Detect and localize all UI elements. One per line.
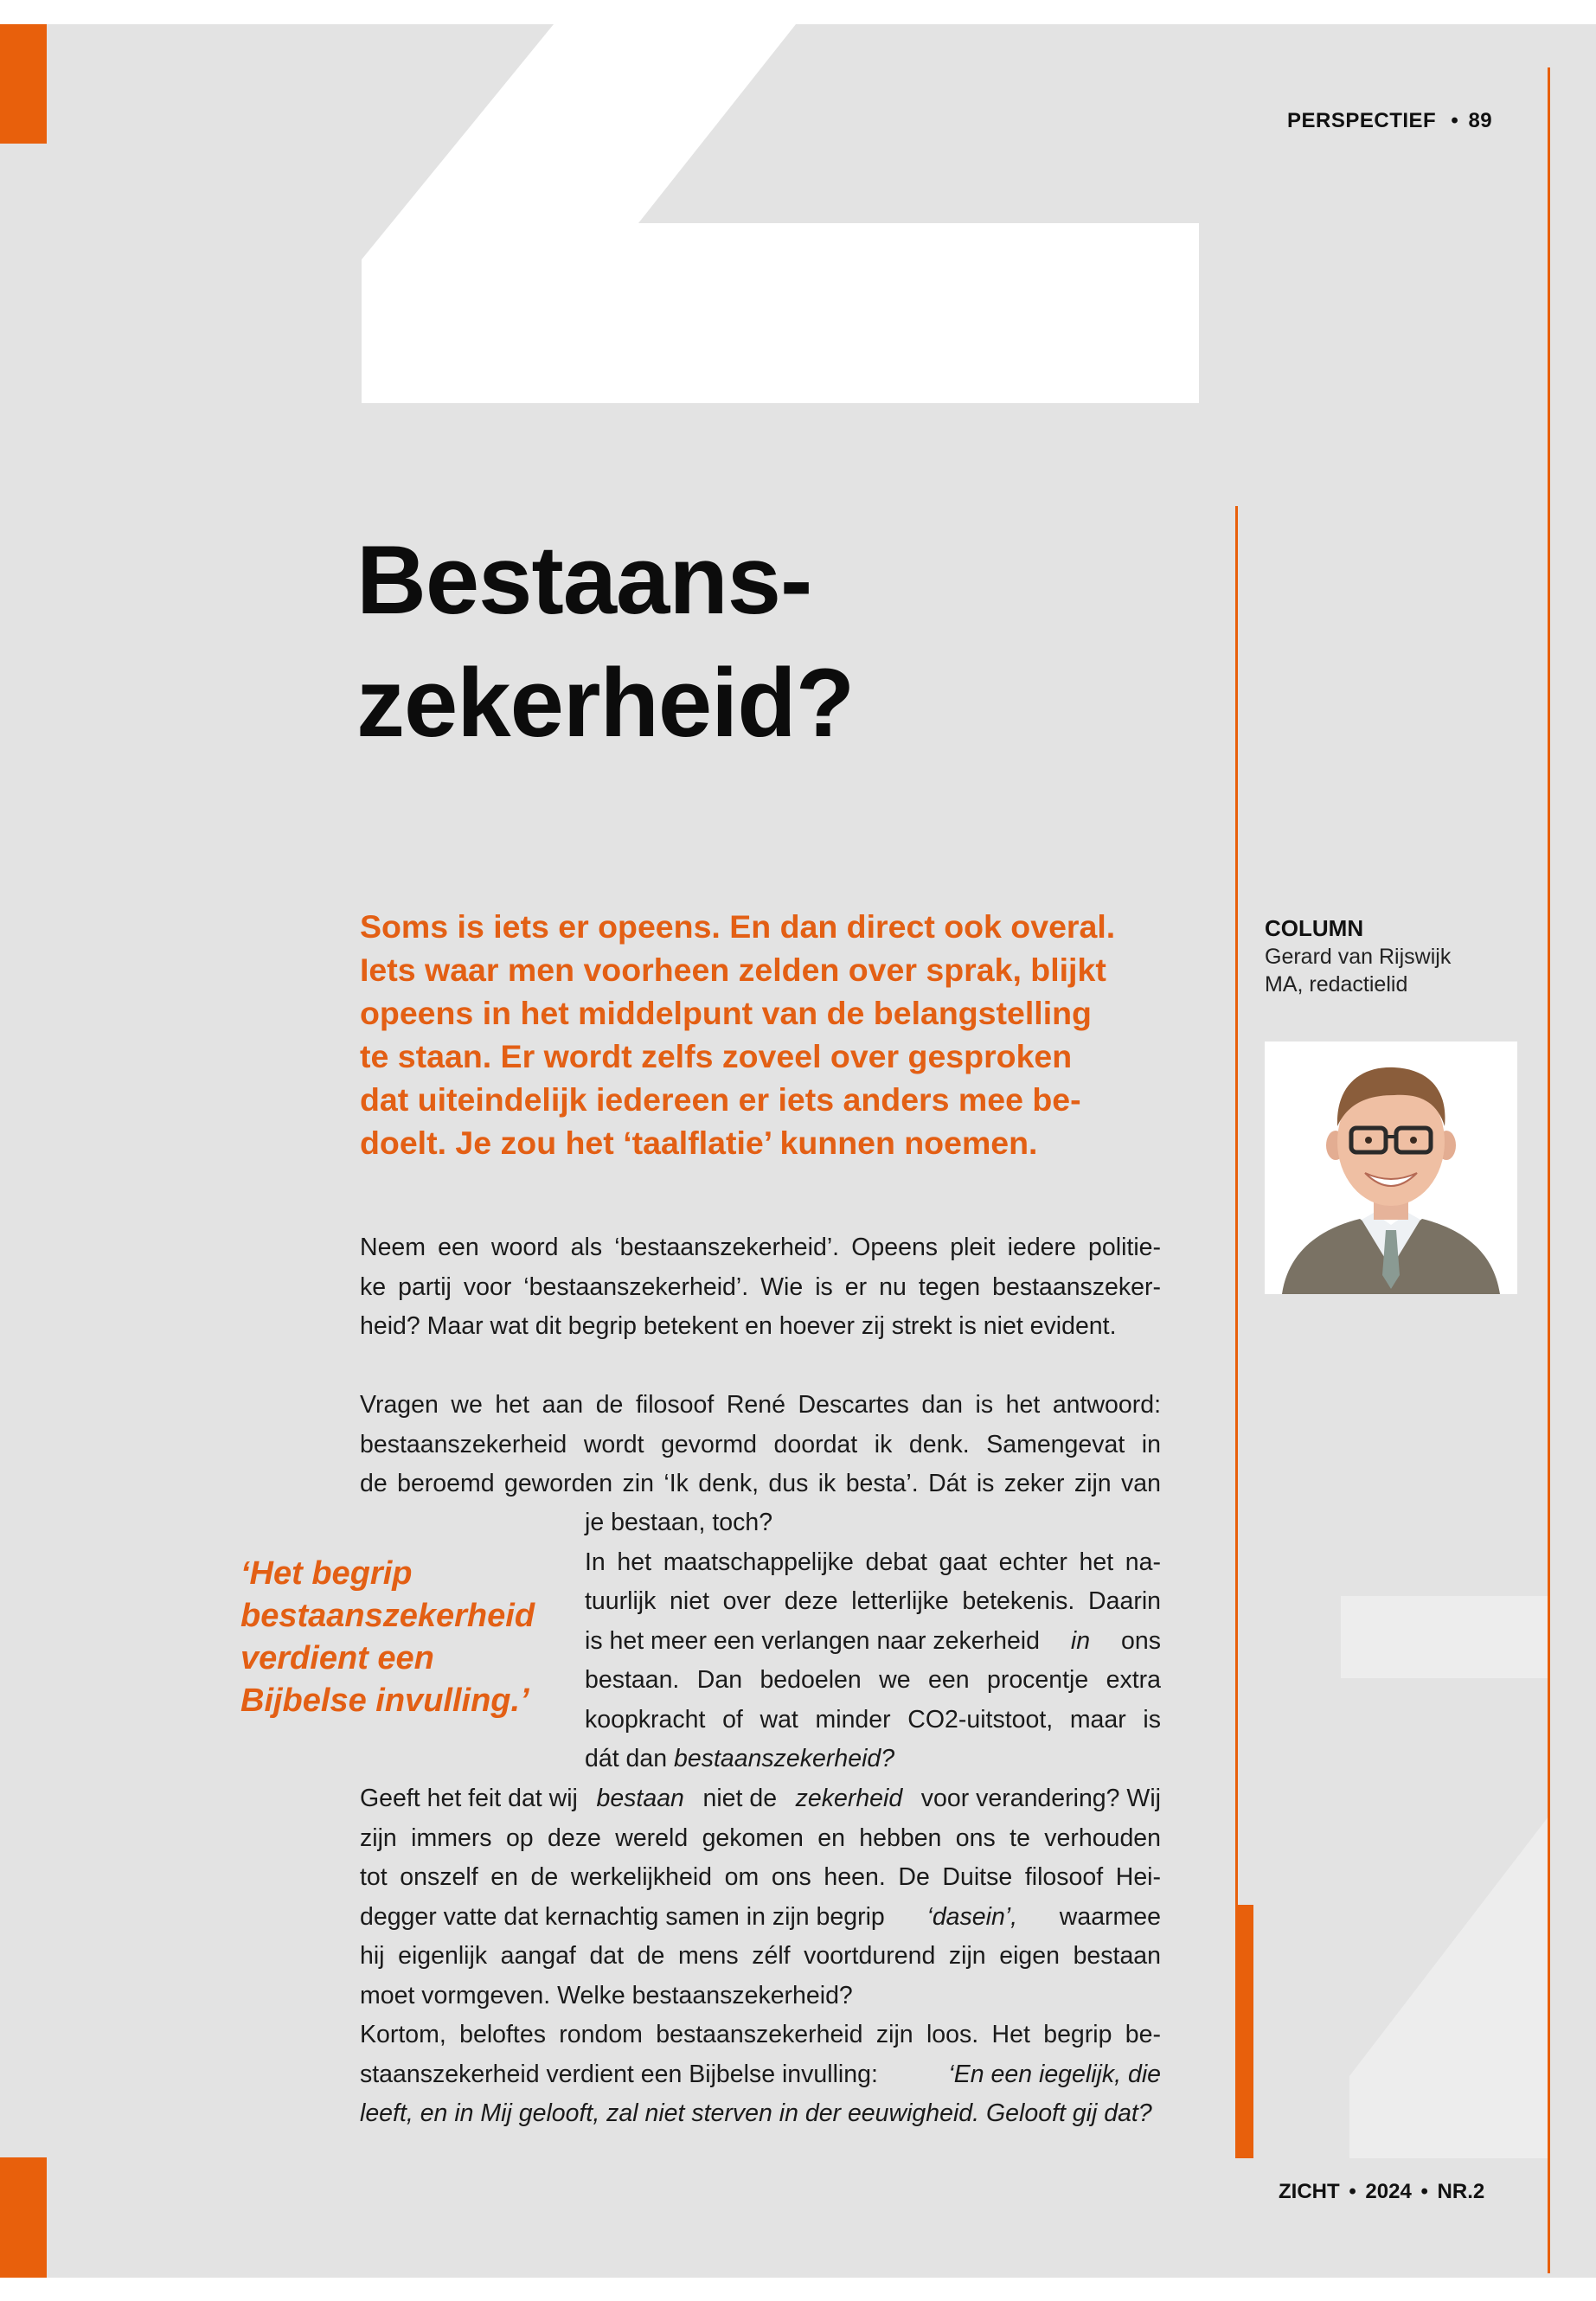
lead-line: dat uiteindelijk iedereen er iets anders mee be- [360, 1081, 1081, 1118]
author-name: Gerard van Rijswijk [1265, 945, 1452, 969]
body-paragraph-1 [360, 1228, 1161, 1347]
body-line: tot onszelf en de werkelijkheid om ons heen. De Duitse filosoof Hei- [360, 1863, 1161, 1891]
accent-bar-top-left [0, 24, 47, 144]
body-text-italic: ‘En een iegelijk, die [948, 2060, 1161, 2088]
issue-number: NR.2 [1437, 2180, 1485, 2203]
body-paragraph-3 [360, 1779, 1161, 2016]
body-line: koopkracht of wat minder CO2-uitstoot, maar is [585, 1705, 1161, 1734]
body-text: dát dan [585, 1745, 668, 1772]
body-text-italic: in [1070, 1626, 1091, 1655]
body-line [360, 2055, 1161, 2095]
pull-quote [240, 1553, 535, 1722]
author-portrait-photo [1265, 1042, 1517, 1294]
body-line-italic: leeft, en in Mij gelooft, zal niet sterven in der eeuwigheid. Gelooft gij dat? [360, 2099, 1152, 2127]
body-line: de beroemd geworden zin ‘Ik denk, dus ik besta’. Dát is zeker zijn van [360, 1470, 1161, 1497]
page-header [1287, 109, 1492, 133]
body-text-italic: ‘dasein’, [926, 1902, 1018, 1931]
issue-year: 2024 [1365, 2180, 1412, 2203]
column-label: COLUMN [1265, 915, 1364, 941]
lead-line: te staan. Er wordt zelfs zoveel over gesproken [360, 1038, 1073, 1074]
body-text-italic: bestaan [596, 1785, 684, 1812]
body-line [360, 1779, 1161, 1819]
accent-bar-bottom-left [0, 2157, 47, 2278]
body-paragraph-4 [360, 2016, 1161, 2134]
body-line: bestaanszekerheid wordt gevormd doordat ik denk. Samengevat in [360, 1430, 1161, 1458]
lead-line: opeens in het middelpunt van de belangstelling [360, 995, 1092, 1031]
lead-line: doelt. Je zou het ‘taalflatie’ kunnen noemen. [360, 1125, 1038, 1161]
title-line-2: zekerheid? [356, 649, 855, 757]
article-title [356, 519, 854, 765]
section-name: PERSPECTIEF [1287, 109, 1437, 132]
body-line: In het maatschappelijke debat gaat echter het na- [585, 1548, 1161, 1576]
pull-quote-line: ‘Het begrip [240, 1555, 413, 1592]
body-text: degger vatte dat kernachtig samen in zijn begrip [360, 1902, 885, 1931]
column-author [1265, 943, 1451, 998]
header-separator: • [1451, 109, 1459, 132]
accent-block-mid [1235, 1905, 1253, 2158]
footer-separator: • [1420, 2180, 1428, 2203]
pull-quote-line: Bijbelse invulling.’ [240, 1682, 529, 1719]
body-line: bestaan. Dan bedoelen we een procentje extra [585, 1666, 1161, 1694]
page-footer [1279, 2180, 1484, 2204]
body-paragraph-2-narrow [585, 1503, 1161, 1779]
body-text: is het meer een verlangen naar zekerheid [585, 1626, 1040, 1655]
title-line-1: Bestaans- [356, 526, 812, 634]
body-line [360, 1898, 1161, 1938]
body-text: waarmee [1059, 1902, 1161, 1931]
lead-line: Soms is iets er opeens. En dan direct ook overal. [360, 908, 1116, 945]
body-line: zijn immers op deze wereld gekomen en hebben ons te verhouden [360, 1823, 1161, 1852]
body-text: staanszekerheid verdient een Bijbelse invulling: [360, 2060, 878, 2088]
pull-quote-line: bestaanszekerheid [240, 1598, 535, 1634]
body-line: ke partij voor ‘bestaanszekerheid’. Wie is er nu tegen bestaanszeker- [360, 1272, 1161, 1301]
vertical-rule-right [1548, 67, 1550, 2273]
body-line [585, 1622, 1161, 1662]
body-text-italic: bestaanszekerheid? [674, 1745, 895, 1772]
author-role: MA, redactielid [1265, 972, 1408, 997]
body-line: je bestaan, toch? [585, 1509, 773, 1536]
body-text: niet de [702, 1785, 778, 1812]
page-number: 89 [1468, 109, 1493, 132]
pull-quote-line: verdient een [240, 1640, 434, 1676]
body-text: voor verandering? Wij [920, 1785, 1161, 1812]
magazine-name: ZICHT [1279, 2180, 1340, 2203]
body-line: moet vormgeven. Welke bestaanszekerheid? [360, 1981, 853, 2009]
body-text: ons [1121, 1626, 1161, 1655]
body-paragraph-2 [360, 1386, 1161, 1504]
body-line: Neem een woord als ‘bestaanszekerheid’. Opeens pleit iedere politie- [360, 1234, 1161, 1261]
body-line: hij eigenlijk aangaf dat de mens zélf voortdurend zijn eigen bestaan [360, 1942, 1161, 1970]
lead-line: Iets waar men voorheen zelden over sprak, blijkt [360, 952, 1106, 988]
body-line: tuurlijk niet over deze letterlijke betekenis. Daarin [585, 1587, 1161, 1615]
body-line: Kortom, beloftes rondom bestaanszekerheid zijn loos. Het begrip be- [360, 2021, 1161, 2048]
footer-separator: • [1349, 2180, 1356, 2203]
article-lead [360, 905, 1173, 1164]
body-line: heid? Maar wat dit begrip betekent en hoever zij strekt is niet evident. [360, 1312, 1117, 1340]
body-line [585, 1740, 1161, 1779]
body-text: Geeft het feit dat wij [360, 1785, 578, 1812]
body-line: Vragen we het aan de filosoof René Descartes dan is het antwoord: [360, 1391, 1161, 1419]
body-text-italic: zekerheid [795, 1785, 903, 1812]
